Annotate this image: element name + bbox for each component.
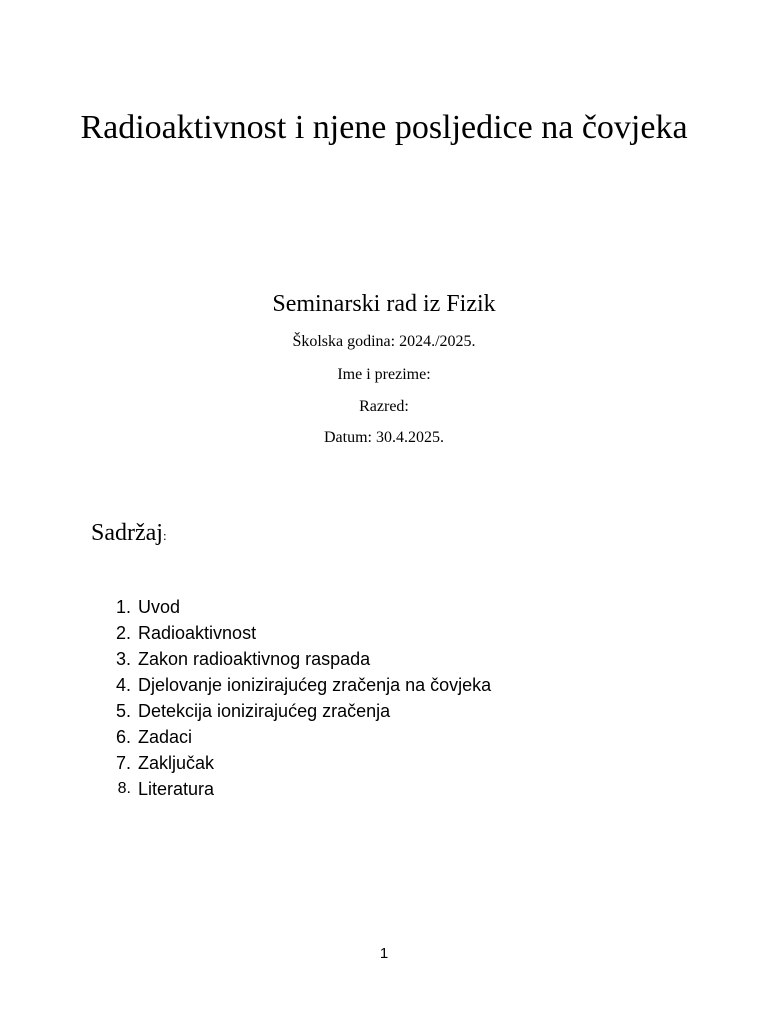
toc-item-number: 3. — [115, 649, 131, 669]
toc-item-number: 2. — [115, 623, 131, 643]
toc-item-label: Literatura — [138, 779, 215, 799]
document-title: Radioaktivnost i njene posljedice na čovjeka — [80, 109, 688, 146]
school-year: Školska godina: 2024./2025. — [292, 333, 476, 350]
toc-item-number: 7. — [115, 753, 131, 773]
toc-item-label: Zadaci — [138, 727, 193, 747]
toc-item-number: 1. — [115, 597, 131, 617]
toc-item-number: 5. — [115, 701, 131, 721]
toc-heading-colon: : — [162, 528, 167, 543]
toc-item-label: Uvod — [138, 597, 181, 617]
document-subtitle: Seminarski rad iz Fizik — [272, 291, 496, 317]
toc-item-label: Radioaktivnost — [138, 623, 257, 643]
toc-item-label: Detekcija ionizirajućeg zračenja — [138, 701, 391, 721]
toc-heading — [91, 517, 167, 552]
class-field: Razred: — [359, 398, 409, 415]
toc-item-number: 8. — [117, 780, 131, 797]
toc-item-number: 6. — [115, 727, 131, 747]
toc-item-number: 4. — [115, 675, 131, 695]
page-number: 1 — [379, 945, 389, 962]
date-field: Datum: 30.4.2025. — [324, 429, 444, 446]
toc-item-label: Djelovanje ionizirajućeg zračenja na čovjeka — [138, 675, 492, 695]
toc-item-label: Zaključak — [138, 753, 215, 773]
toc-item-label: Zakon radioaktivnog raspada — [138, 649, 371, 669]
name-field: Ime i prezime: — [337, 366, 431, 383]
toc-heading-text: Sadržaj — [91, 520, 163, 546]
